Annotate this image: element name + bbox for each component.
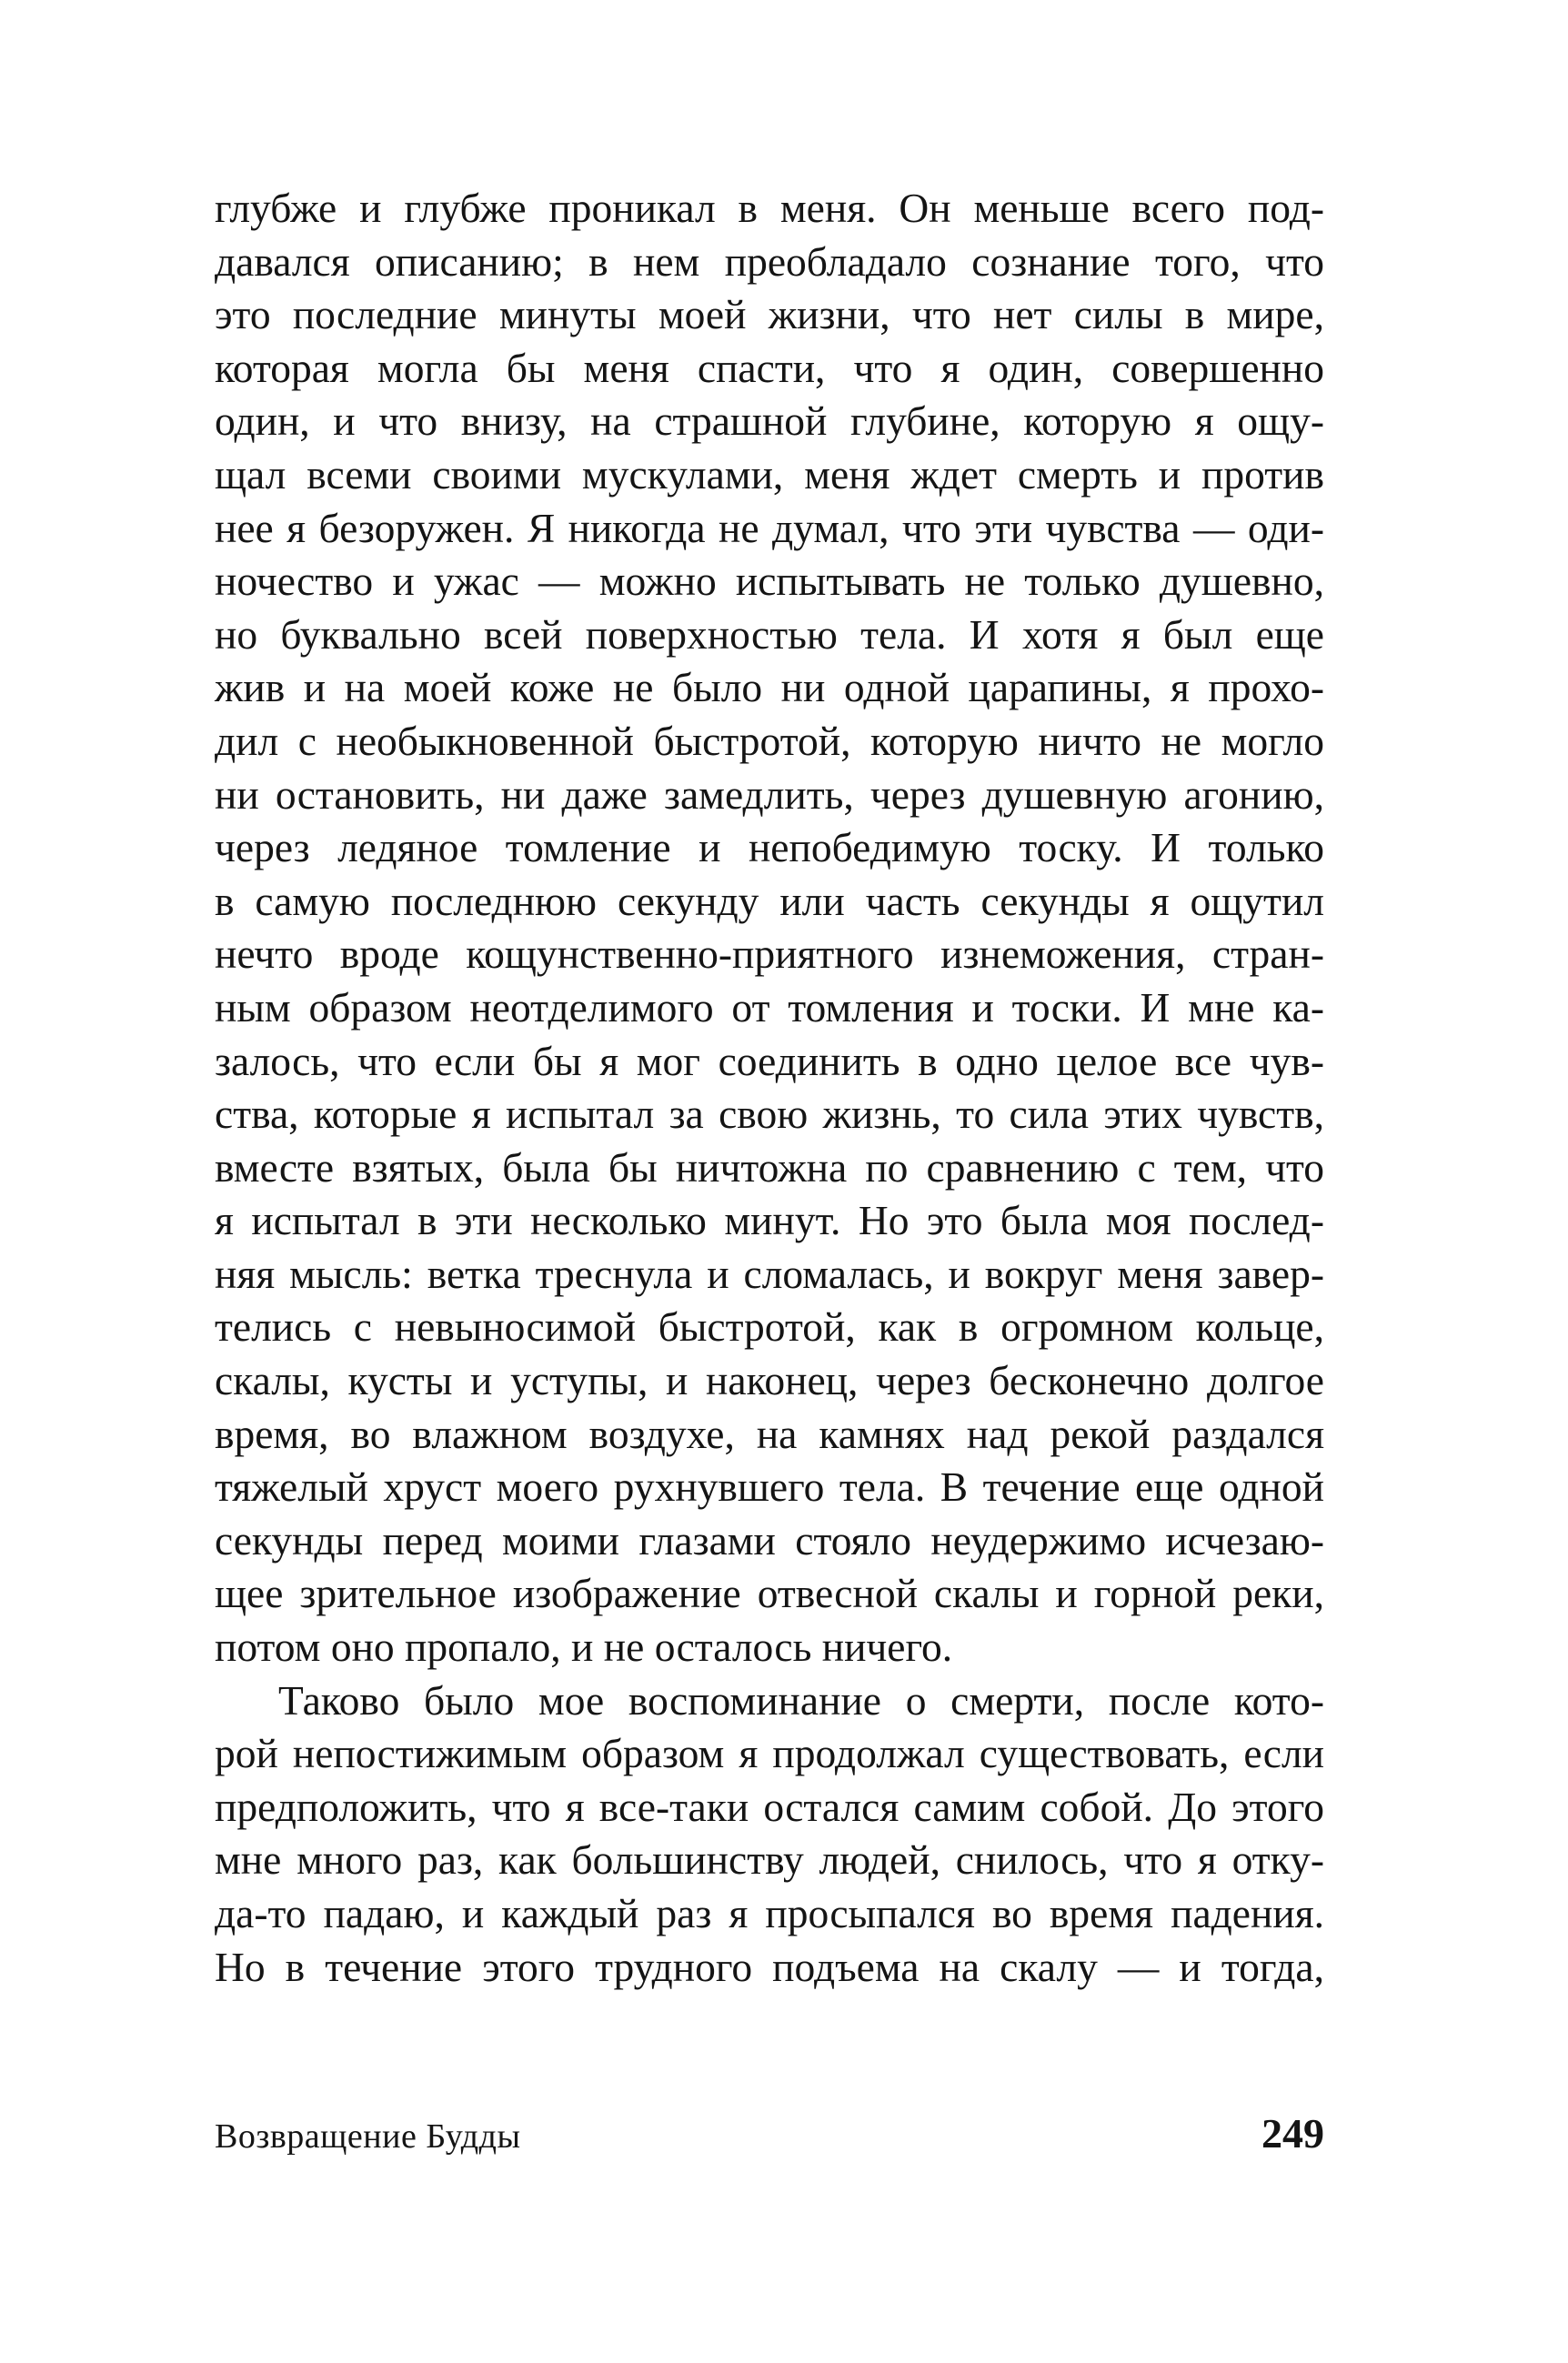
text-line: это последние минуты моей жизни, что нет силы в мире, — [215, 291, 1324, 338]
paragraph — [215, 1674, 1324, 1995]
text-line: ночество и ужас — можно испытывать не только душевно, — [215, 558, 1324, 605]
paragraph — [215, 182, 1324, 1674]
text-line: предположить, что я все-таки остался самим собой. До этого — [215, 1783, 1324, 1830]
text-line: Но в течение этого трудного подъема на скалу — и тогда, — [215, 1943, 1324, 1990]
text-line: нее я безоружен. Я никогда не думал, что эти чувства — оди- — [215, 504, 1324, 551]
text-line: в самую последнюю секунду или часть секунды я ощутил — [215, 877, 1324, 924]
text-line: рой непостижимым образом я продолжал существовать, если — [215, 1730, 1324, 1777]
text-line: да-то падаю, и каждый раз я просыпался во время падения. — [215, 1890, 1324, 1936]
text-line: глубже и глубже проникал в меня. Он меньше всего под- — [215, 185, 1324, 231]
text-line: залось, что если бы я мог соединить в одно целое все чув- — [215, 1037, 1324, 1084]
text-line: ства, которые я испытал за свою жизнь, то сила этих чувств, — [215, 1091, 1324, 1138]
text-line: тяжелый хруст моего рухнувшего тела. В течение еще одной — [215, 1463, 1324, 1511]
text-line: Таково было мое воспоминание о смерти, после кото- — [278, 1676, 1324, 1724]
text-line: я испытал в эти несколько минут. Но это была моя послед- — [215, 1197, 1324, 1244]
text-line: дил с необыкновенной быстротой, которую ничто не могло — [215, 717, 1324, 764]
text-line: мне много раз, как большинству людей, снилось, что я отку- — [215, 1836, 1324, 1884]
text-line: время, во влажном воздухе, на камнях над рекой раздался — [215, 1410, 1324, 1457]
page-body-text — [215, 182, 1324, 1994]
text-line: скалы, кусты и уступы, и наконец, через бесконечно долгое — [215, 1357, 1324, 1404]
text-line: вместе взятых, была бы ничтожна по сравнению с тем, что — [215, 1143, 1324, 1191]
text-line: телись с невыносимой быстротой, как в огромном кольце, — [215, 1303, 1324, 1351]
text-line: щее зрительное изображение отвесной скалы и горной реки, — [215, 1570, 1324, 1617]
text-line: ным образом неотделимого от томления и тоски. И мне ка- — [215, 983, 1324, 1031]
running-title: Возвращение Будды — [215, 2117, 521, 2156]
text-line: потом оно пропало, и не осталось ничего. — [215, 1624, 953, 1671]
text-line: няя мысль: ветка треснула и сломалась, и вокруг меня завер- — [215, 1250, 1324, 1297]
text-line: ни остановить, ни даже замедлить, через душевную агонию, — [215, 770, 1324, 818]
page-number: 249 — [1261, 2110, 1324, 2157]
text-line: секунды перед моими глазами стояло неудержимо исчезаю- — [215, 1516, 1324, 1564]
text-line: через ледяное томление и непобедимую тоску. И только — [215, 824, 1324, 871]
text-line: один, и что внизу, на страшной глубине, которую я ощу- — [215, 397, 1324, 445]
text-line: нечто вроде кощунственно-приятного изнеможения, стран- — [215, 930, 1324, 978]
text-line: которая могла бы меня спасти, что я один, совершенно — [215, 344, 1324, 391]
text-line: но буквально всей поверхностью тела. И хотя я был еще — [215, 610, 1324, 658]
text-line: жив и на моей коже не было ни одной царапины, я прохо- — [215, 664, 1324, 711]
text-line: давался описанию; в нем преобладало сознание того, что — [215, 237, 1324, 285]
text-line: щал всеми своими мускулами, меня ждет смерть и против — [215, 450, 1324, 498]
